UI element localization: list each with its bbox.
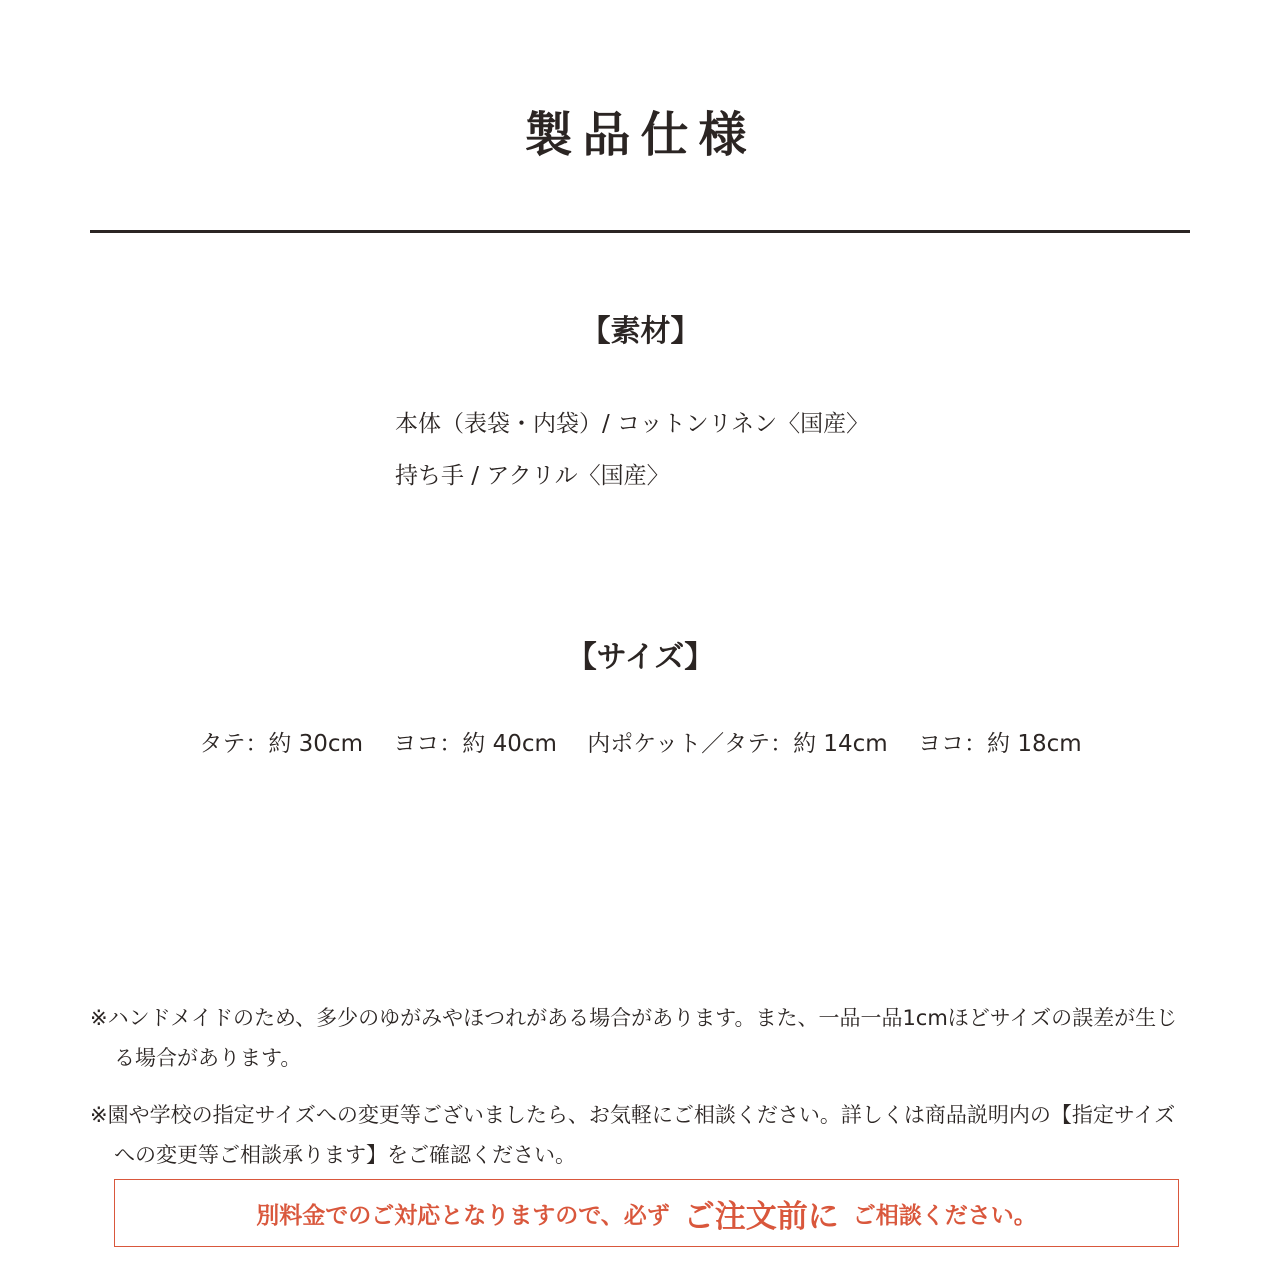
callout-text-before: 別料金でのご対応となりますので、必ず — [256, 1202, 670, 1229]
title-divider — [90, 230, 1190, 233]
handmade-note: ※ハンドメイドのため、多少のゆがみやほつれがある場合があります。また、一品一品1cmほどサイズの誤差が生じる場合があります。 — [90, 1006, 1178, 1070]
material-body: 本体（表袋・内袋）/ コットンリネン〈国産〉 — [395, 411, 870, 437]
custom-size-note: ※園や学校の指定サイズへの変更等ございましたら、お気軽にご相談ください。詳しくは商品説明内の【指定サイズへの変更等ご相談承ります】をご確認ください。 — [90, 1103, 1176, 1167]
size-dimensions: タテ：約 30cm ヨコ：約 40cm 内ポケット／タテ：約 14cm ヨコ：約 18cm — [199, 731, 1082, 757]
materials-list — [395, 398, 869, 502]
extra-fee-callout — [114, 1179, 1179, 1247]
callout-emphasis: ご注文前に — [683, 1198, 839, 1235]
material-handle: 持ち手 / アクリル〈国産〉 — [395, 463, 670, 489]
page-title: 製品仕様 — [524, 107, 757, 163]
callout-text-after: ご相談ください。 — [852, 1202, 1037, 1229]
materials-heading: 【素材】 — [580, 314, 701, 349]
size-heading: 【サイズ】 — [566, 640, 715, 675]
